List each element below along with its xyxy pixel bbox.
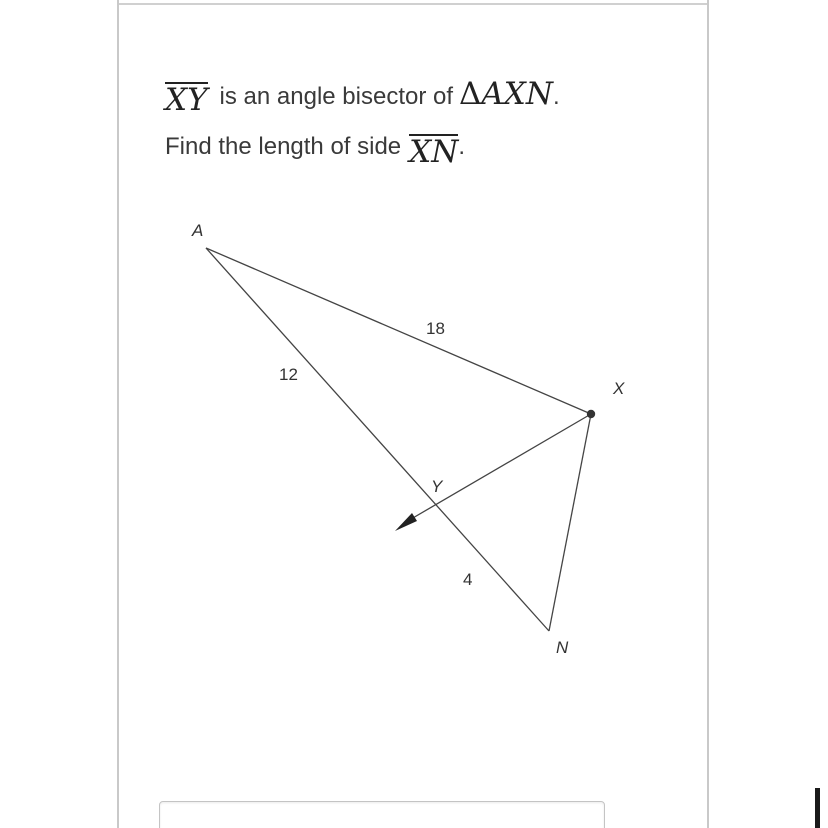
length-label-ay: 12: [279, 365, 298, 384]
triangle-symbol: Δ: [459, 76, 482, 112]
statement-period: .: [553, 83, 560, 110]
scrollbar-thumb[interactable]: [815, 788, 820, 828]
vertex-x-dot: [587, 410, 595, 418]
question-text: Find the length of side: [165, 133, 402, 160]
vertex-label-x: X: [613, 379, 625, 398]
side-an: [206, 248, 549, 631]
answer-input[interactable]: [159, 801, 605, 828]
question-card: [117, 0, 709, 828]
vertex-label-a: A: [192, 221, 204, 240]
triangle-diagram: [119, 0, 711, 758]
bisector-arrowhead-icon: [395, 513, 417, 531]
segment-xn: XN: [409, 134, 459, 170]
point-label-y: Y: [431, 477, 443, 496]
bisector-ray-xy: [406, 414, 591, 522]
side-xn: [549, 414, 591, 631]
vertex-label-n: N: [556, 638, 569, 657]
statement-text: is an angle bisector of: [219, 83, 454, 110]
length-label-ax: 18: [426, 319, 445, 338]
question-period: .: [458, 133, 466, 160]
length-label-yn: 4: [463, 570, 473, 589]
side-ax: [206, 248, 591, 414]
segment-xy: XY: [165, 82, 208, 118]
triangle-name: AXN: [481, 76, 554, 112]
